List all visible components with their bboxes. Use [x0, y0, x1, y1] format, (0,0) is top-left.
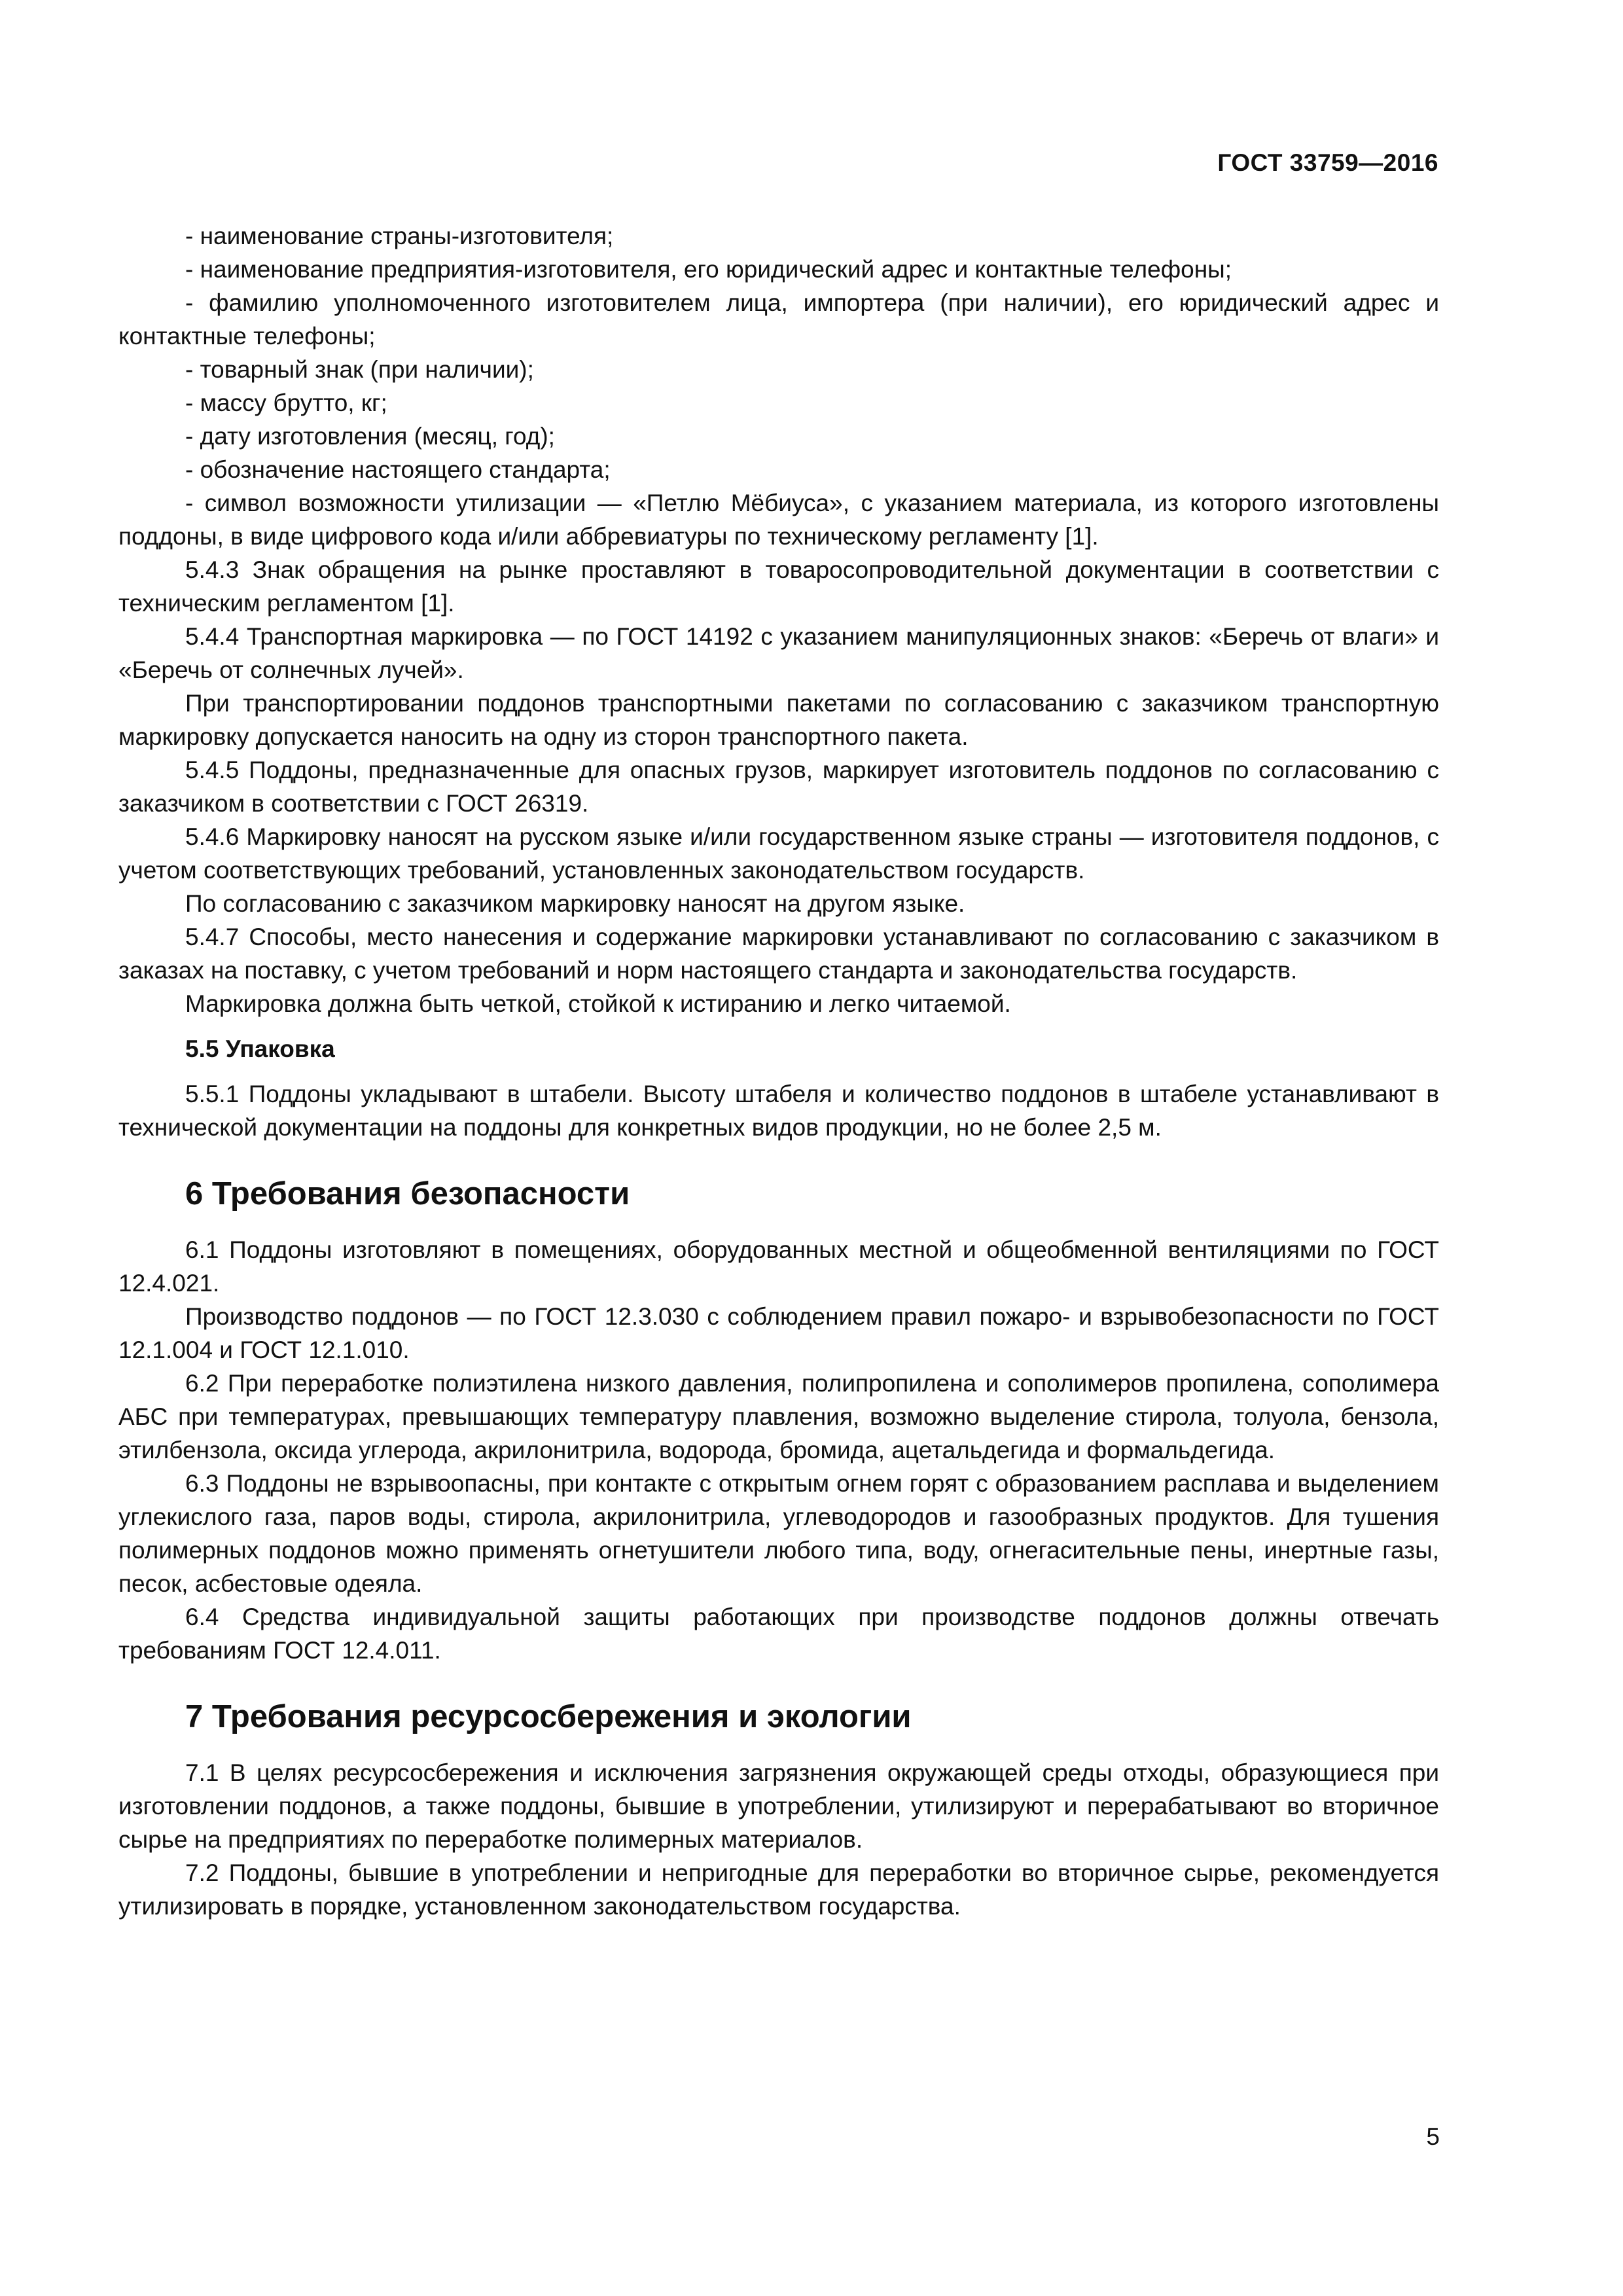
list-item: - товарный знак (при наличии); — [185, 356, 534, 383]
subsection-title-packing: 5.5 Упаковка — [185, 1035, 335, 1062]
paragraph-5-4-4: 5.4.4 Транспортная маркировка — по ГОСТ 14192 с указанием манипуляционных знаков: «Беречь от влаги» и «Беречь от солнечных лучей». — [118, 623, 1439, 683]
page-body — [118, 219, 1439, 1923]
paragraph-5-5-1: 5.5.1 Поддоны укладывают в штабели. Высоту штабеля и количество поддонов в штабеле устанавливают в технической документации на поддоны для конкретных видов продукции, но не более 2,5 м. — [118, 1081, 1439, 1141]
list-item: - массу брутто, кг; — [185, 389, 387, 416]
paragraph: При транспортировании поддонов транспортными пакетами по согласованию с заказчиком транспортную маркировку допускается наносить на одну из сторон транспортного пакета. — [118, 690, 1439, 750]
paragraph-6-2: 6.2 При переработке полиэтилена низкого давления, полипропилена и сополимеров пропилена, сополимера АБС при температурах, превышающих температуру плавления, возможно выделение стирола, толуола, бензола, этилбензола, оксида углерода, акрилонитрила, водорода, бромида, ацетальдегида и формальдегида. — [118, 1370, 1439, 1463]
paragraph-6-4: 6.4 Средства индивидуальной защиты работающих при производстве поддонов должны отвечать требованиям ГОСТ 12.4.011. — [118, 1604, 1439, 1664]
list-item: - обозначение настоящего стандарта; — [185, 456, 611, 483]
page-number: 5 — [1426, 2123, 1440, 2150]
section-title-safety: 6 Требования безопасности — [185, 1176, 630, 1211]
paragraph-5-4-3: 5.4.3 Знак обращения на рынке проставляют в товаросопроводительной документации в соответствии с техническим регламентом [1]. — [118, 556, 1439, 617]
paragraph-6-3: 6.3 Поддоны не взрывоопасны, при контакте с открытым огнем горят с образованием расплава и выделением углекислого газа, паров воды, стирола, акрилонитрила, углеводородов и газообразных продуктов. Для тушения полимерных поддонов можно применять огнетушители любого типа, воду, огнегасительные пены, инертные газы, песок, асбестовые одеяла. — [118, 1470, 1439, 1597]
paragraph: Маркировка должна быть четкой, стойкой к истиранию и легко читаемой. — [185, 990, 1011, 1017]
list-item: - фамилию уполномоченного изготовителем лица, импортера (при наличии), его юридический адрес и контактные телефоны; — [118, 289, 1439, 350]
list-item: - наименование страны-изготовителя; — [185, 223, 614, 249]
paragraph: Производство поддонов — по ГОСТ 12.3.030 с соблюдением правил пожаро- и взрывобезопасности по ГОСТ 12.1.004 и ГОСТ 12.1.010. — [118, 1303, 1439, 1363]
paragraph-7-2: 7.2 Поддоны, бывшие в употреблении и непригодные для переработки во вторичное сырье, рекомендуется утилизировать в порядке, установленном законодательством государства. — [118, 1859, 1439, 1920]
paragraph-7-1: 7.1 В целях ресурсосбережения и исключения загрязнения окружающей среды отходы, образующиеся при изготовлении поддонов, а также поддоны, бывшие в употреблении, утилизируют и перерабатывают во вторичное сырье на предприятиях по переработке полимерных материалов. — [118, 1759, 1439, 1853]
list-item: - наименование предприятия-изготовителя, его юридический адрес и контактные телефоны; — [185, 256, 1232, 283]
paragraph: По согласованию с заказчиком маркировку наносят на другом языке. — [185, 890, 965, 917]
paragraph-5-4-7: 5.4.7 Способы, место нанесения и содержание маркировки устанавливают по согласованию с заказчиком в заказах на поставку, с учетом требований и норм настоящего стандарта и законодательства государств. — [118, 924, 1439, 984]
paragraph-5-4-5: 5.4.5 Поддоны, предназначенные для опасных грузов, маркирует изготовитель поддонов по согласованию с заказчиком в соответствии с ГОСТ 26319. — [118, 757, 1439, 817]
paragraph-5-4-6: 5.4.6 Маркировку наносят на русском языке и/или государственном языке страны — изготовителя поддонов, с учетом соответствующих требований, установленных законодательством государств. — [118, 823, 1439, 884]
section-title-ecology: 7 Требования ресурсосбережения и экологии — [185, 1699, 912, 1734]
list-item: - дату изготовления (месяц, год); — [185, 423, 555, 450]
standard-designation: ГОСТ 33759—2016 — [1217, 149, 1438, 176]
paragraph-6-1: 6.1 Поддоны изготовляют в помещениях, оборудованных местной и общеобменной вентиляциями по ГОСТ 12.4.021. — [118, 1236, 1439, 1297]
list-item: - символ возможности утилизации — «Петлю Мёбиуса», с указанием материала, из которого изготовлены поддоны, в виде цифрового кода и/или аббревиатуры по техническому регламенту [1]. — [118, 490, 1439, 550]
